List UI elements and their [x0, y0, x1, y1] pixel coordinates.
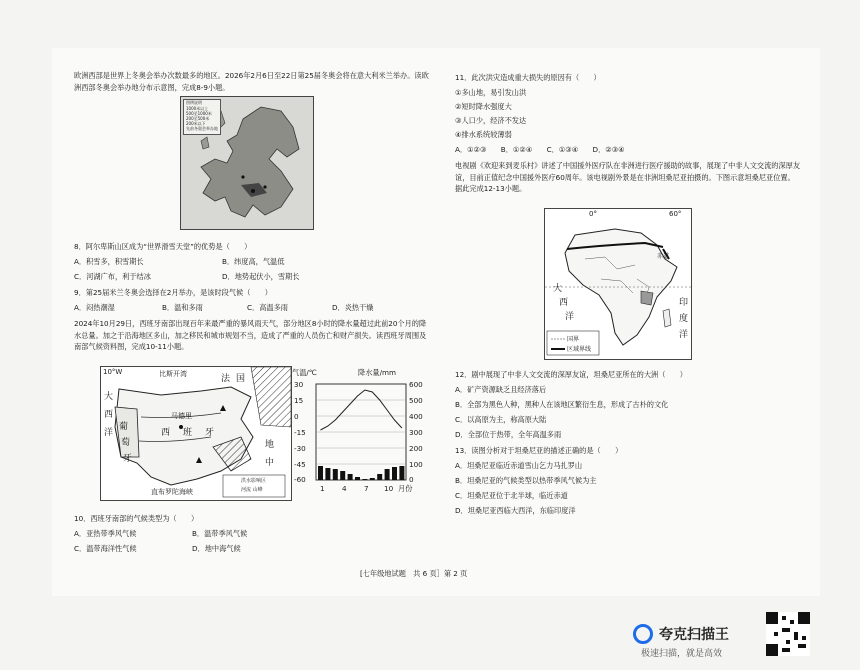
precip-axis-label: 降水量/mm: [358, 368, 396, 377]
legend-item: 1000米以上: [186, 106, 209, 111]
legend-item: 先前冬奥会举办地: [186, 126, 218, 131]
europe-intro: 欧洲西部是世界上冬奥会举办次数最多的地区。2026年2月6日至22日第25届冬奥会将在意大利米兰举办。读欧洲西部冬奥会举办地分布示意图，完成8-9小题。: [74, 71, 429, 92]
legend-region: 区域界线: [567, 346, 592, 353]
spain-map-label: 地: [265, 440, 275, 450]
legend-title: 图例说明: [186, 100, 202, 105]
spain-map-label: 牙: [205, 428, 215, 438]
africa-map-label: 度: [679, 314, 689, 324]
month-unit: 月份: [398, 484, 413, 493]
spain-map-label: 班: [183, 428, 193, 438]
q11-stem: 11．此次洪灾造成重大损失的原因有（ ）: [455, 73, 601, 82]
precip-tick: 600: [409, 380, 423, 389]
scanner-brand-name: 夸克扫描王: [659, 627, 729, 643]
month-tick: 4: [342, 484, 347, 493]
q12-option-d: D．全部位于热带，全年高温多雨: [455, 430, 562, 439]
q10-option-c: C．温带海洋性气候: [74, 544, 137, 553]
q12-option-b: B．全部为黑色人种，黑种人在该地区繁衍生息，形成了古朴的文化: [455, 400, 669, 409]
precip-tick: 100: [409, 460, 423, 469]
africa-map-label: 洋: [679, 330, 689, 340]
spain-map-label: 萄: [121, 438, 131, 448]
temp-tick: 15: [294, 396, 304, 405]
q8-option-a: A．积雪多，积雪期长: [74, 257, 144, 266]
q13-option-c: C．坦桑尼亚位于北半球，临近赤道: [455, 491, 568, 500]
temp-tick: -15: [294, 428, 306, 437]
precip-bar: [370, 478, 375, 480]
q11-choices: A．①②③ B．①②④ C．①③④ D．②③④: [455, 145, 625, 154]
scanner-watermark: [633, 622, 753, 660]
q12-option-c: C．以高原为主，称高原大陆: [455, 415, 547, 424]
spain-map-label: 国: [236, 374, 246, 384]
q13-option-d: D．坦桑尼亚西临大西洋，东临印度洋: [455, 506, 576, 515]
legend-country: 国界: [567, 336, 580, 343]
qr-code-icon: [766, 612, 810, 656]
q9-option-c: C．高温多雨: [247, 303, 288, 312]
lat-label: 0°: [589, 210, 597, 218]
precip-tick: 500: [409, 396, 423, 405]
africa-map-label: 印: [679, 298, 689, 308]
europe-map-legend: [183, 99, 221, 135]
africa-intro: 电视剧《欢迎来到麦乐村》讲述了中国援外医疗队在非洲进行医疗援助的故事，展现了中非人文交流的深厚友谊，目前正值纪念中国援外医疗60周年。该电视剧外景是在非洲坦桑尼亚拍摄的。下图示意坦桑尼亚位置。据此完成12-13小题。: [455, 161, 801, 193]
q11-item-2: ②短时降水强度大: [455, 102, 512, 111]
temp-tick: -45: [294, 460, 306, 469]
scanner-logo-icon: [633, 624, 653, 644]
precip-bar: [362, 479, 367, 480]
q9-option-d: D．炎热干燥: [332, 303, 374, 312]
temp-tick: -30: [294, 444, 306, 453]
q10-option-a: A．亚热带季风气候: [74, 529, 137, 538]
precip-tick: 200: [409, 444, 423, 453]
africa-map: [544, 208, 692, 360]
legend-item: 200米以下: [186, 121, 206, 126]
africa-map-label: 大: [553, 284, 563, 294]
precip-bar: [385, 469, 390, 480]
precip-bar: [348, 474, 353, 480]
precip-bar: [318, 466, 323, 480]
page-footer: [七年级地试题 共 6 页］第 2 页: [360, 569, 468, 578]
q13-stem: 13．读图分析对于坦桑尼亚的描述正确的是（ ）: [455, 446, 623, 455]
precip-bar: [392, 467, 397, 480]
q13-option-a: A．坦桑尼亚临近赤道雪山乞力马扎罗山: [455, 461, 583, 470]
q9-stem: 9．第25届米兰冬奥会选择在2月举办，是该时段气候（ ）: [74, 288, 272, 297]
spain-map-label: 牙: [123, 454, 133, 464]
precip-bar: [340, 471, 345, 480]
q8-option-b: B．纬度高，气温低: [222, 257, 285, 266]
q13-option-b: B．坦桑尼亚的气候类型以热带季风气候为主: [455, 476, 597, 485]
q10-stem: 10．西班牙南部的气候类型为（ ）: [74, 514, 199, 523]
precip-bar: [377, 474, 382, 480]
precip-bar: [325, 468, 330, 480]
europe-map: [180, 96, 314, 230]
q9-option-b: B．温和多雨: [162, 303, 203, 312]
q10-option-d: D．地中海气候: [192, 544, 241, 553]
precip-bar: [399, 466, 404, 480]
q12-option-a: A．矿产资源缺乏且经济落后: [455, 385, 547, 394]
precip-bar: [355, 477, 360, 480]
scanner-slogan: 极速扫描，就是高效: [641, 649, 723, 659]
spain-map-label: 西: [161, 428, 171, 438]
q11-item-3: ③人口少，经济不发达: [455, 116, 527, 125]
month-tick: 1: [320, 484, 325, 493]
q8-option-d: D．地势起伏小，雪期长: [222, 272, 300, 281]
q11-item-4: ④排水系统较薄弱: [455, 130, 512, 139]
q9-option-a: A．闷热潮湿: [74, 303, 115, 312]
spain-legend: 洪水影响区: [241, 478, 267, 484]
precip-tick: 400: [409, 412, 423, 421]
spain-map-label: 大: [104, 392, 114, 402]
month-tick: 7: [364, 484, 369, 493]
precip-bar: [333, 469, 338, 480]
africa-map-label: 西: [559, 298, 569, 308]
lon-label: 60°: [669, 210, 682, 218]
temp-tick: 0: [294, 412, 299, 421]
spain-map-label: 比斯开湾: [159, 370, 187, 378]
temp-axis-label: 气温/℃: [292, 368, 317, 377]
spain-map-label: 洋: [104, 428, 114, 438]
q12-stem: 12．剧中展现了中非人文交流的深厚友谊，坦桑尼亚所在的大洲（ ）: [455, 370, 687, 379]
month-tick: 10: [384, 484, 394, 493]
spain-map-label: 葡: [119, 422, 129, 432]
temp-tick: 30: [294, 380, 304, 389]
precip-tick: 0: [409, 475, 414, 484]
legend-item: 500至1000米: [186, 111, 212, 116]
q8-option-c: C．河湖广布，利于结冰: [74, 272, 151, 281]
spain-map-label: 法: [221, 374, 231, 384]
spain-legend: 河流 山峰: [241, 487, 263, 493]
spain-map-label: 西: [104, 410, 114, 420]
exam-page: [52, 48, 820, 596]
africa-map-label: 赤道: [657, 253, 670, 260]
q8-stem: 8．阿尔卑斯山区成为“世界滑雪天堂”的优势是（ ）: [74, 242, 252, 251]
precip-tick: 300: [409, 428, 423, 437]
lon-label: 10°W: [103, 368, 123, 376]
spain-map-label: 马德里: [171, 412, 192, 420]
q11-item-1: ①多山地，易引发山洪: [455, 88, 527, 97]
q10-option-b: B．温带季风气候: [192, 529, 248, 538]
flood-intro: 2024年10月29日，西班牙南部出现百年来最严重的暴风雨天气，部分地区8小时的降水量超过此前20个月的降水总量。加之于沿海地区多山，加之移民和城市规划不当，造成了严重的人员伤亡和财产损失。读西班牙周围及南部气候资料图，完成10-11小题。: [74, 319, 427, 351]
spain-map-label: 中: [265, 458, 275, 468]
spain-map: [100, 366, 292, 501]
temp-tick: -60: [294, 475, 306, 484]
africa-map-label: 洋: [565, 312, 575, 322]
legend-item: 200至500米: [186, 116, 210, 121]
temp-curve: [321, 390, 402, 430]
spain-map-label: 直布罗陀海峡: [151, 488, 193, 496]
climate-chart: [292, 368, 434, 501]
